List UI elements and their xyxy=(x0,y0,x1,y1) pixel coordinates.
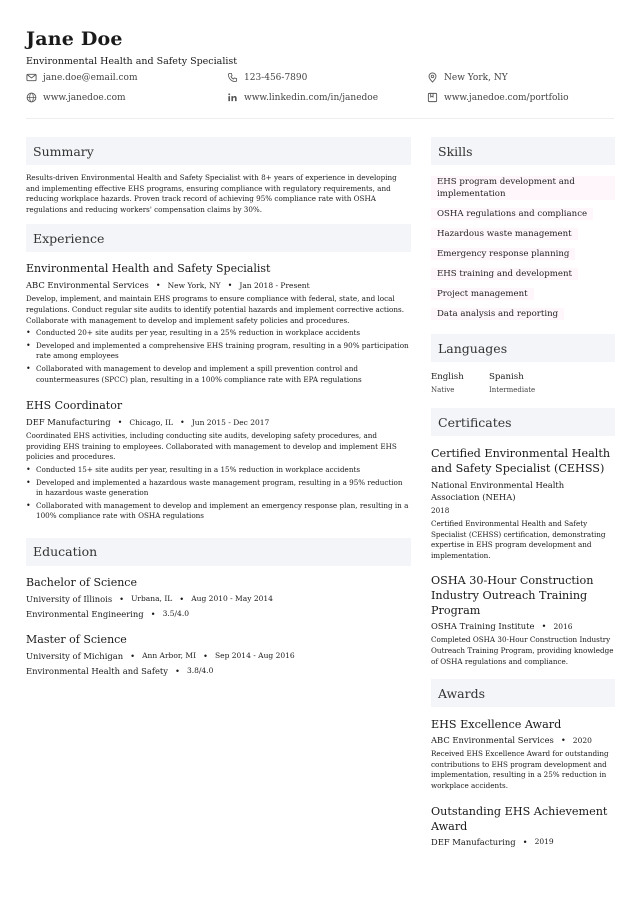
certificate-org: National Environmental Health Association (NEHA) xyxy=(431,480,565,502)
edu-field: Environmental Engineering xyxy=(26,608,144,619)
job-company: ABC Environmental Services xyxy=(26,280,149,291)
edu-dates: Sep 2014 - Aug 2016 xyxy=(215,651,295,661)
education-entry xyxy=(26,576,411,619)
language-level: Intermediate xyxy=(489,386,536,394)
certificate-title: Certified Environmental Health and Safety Specialist (CEHSS) xyxy=(431,447,611,475)
achievement-item: • Conducted 15+ site audits per year, resulting in a 15% reduction in workplace accidents xyxy=(26,465,411,476)
contact-portfolio[interactable] xyxy=(427,92,569,103)
summary-heading: Summary xyxy=(26,137,411,165)
language-level: Native xyxy=(431,386,455,394)
job-dates: Jan 2018 - Present xyxy=(239,280,310,290)
contact-email[interactable] xyxy=(26,72,137,83)
job-company: DEF Manufacturing xyxy=(26,417,111,428)
skill-tag: Hazardous waste management xyxy=(431,228,578,240)
award-org: DEF Manufacturing xyxy=(431,836,516,847)
job-title: EHS Coordinator xyxy=(26,399,123,413)
achievement-item: • Conducted 20+ site audits per year, resulting in a 25% reduction in workplace accidents xyxy=(26,328,411,339)
certificate-org: OSHA Training Institute xyxy=(431,621,535,632)
job-location: Chicago, IL xyxy=(129,417,174,427)
languages-heading: Languages xyxy=(431,334,615,362)
job-description: Coordinated EHS activities, including conducting site audits, developing safety procedures, and providing EHS training to employees. Collaborated with management to develop and implement EHS policies and procedures. xyxy=(26,431,397,462)
edu-location: Urbana, IL xyxy=(131,594,173,604)
contact-linkedin-text: www.linkedin.com/in/janedoe xyxy=(244,92,379,103)
award-org-line xyxy=(431,735,615,745)
achievement-item: • Developed and implemented a hazardous waste management program, resulting in a 95% reduction in hazardous waste generation xyxy=(26,478,411,499)
separator-dot: • xyxy=(117,417,123,427)
language-item xyxy=(489,372,547,394)
certificate-description: Certified Environmental Health and Safety Specialist (CEHSS) certification, demonstrating expertise in EHS program development and implementation. xyxy=(431,519,606,560)
contact-location xyxy=(427,72,508,83)
separator-dot: • xyxy=(560,735,566,746)
edu-degree: Master of Science xyxy=(26,632,127,646)
separator-dot: • xyxy=(203,650,208,661)
award-year: 2020 xyxy=(572,735,592,745)
separator-dot: • xyxy=(180,417,185,427)
award-title: Outstanding EHS Achievement Award xyxy=(431,804,608,833)
separator-dot: • xyxy=(522,836,528,847)
summary-text: Results-driven Environmental Health and Safety Specialist with 8+ years of experience in developing and implementing effective EHS programs, ensuring compliance with regulatory requirements, and reducing workplace hazards. Proven track record of achieving 95% compliance rate with OSHA regulations and reducing workers' compensation claims by 30%. xyxy=(26,173,397,214)
candidate-title: Environmental Health and Safety Specialist xyxy=(26,56,238,67)
certificate-description: Completed OSHA 30-Hour Construction Industry Outreach Training Program, providing knowledge of OSHA regulations and compliance. xyxy=(431,635,614,666)
achievement-item: • Collaborated with management to develop and implement a spill prevention control and countermeasures (SPCC) plan, resulting in a 100% compliance rate with EPA regulations xyxy=(26,364,411,385)
contact-linkedin[interactable] xyxy=(227,92,378,103)
contact-portfolio-text: www.janedoe.com/portfolio xyxy=(444,92,569,103)
achievement-item: • Developed and implemented a comprehensive EHS training program, resulting in a 90% participation rate among employees xyxy=(26,341,411,362)
languages-list xyxy=(431,372,615,394)
edu-school: University of Michigan xyxy=(26,650,124,661)
header-divider xyxy=(26,118,614,119)
edu-dates: Aug 2010 - May 2014 xyxy=(191,594,273,604)
achievement-item: • Collaborated with management to develop and implement an emergency response plan, resulting in a 100% compliance rate with OSHA regulations xyxy=(26,501,411,522)
experience-heading: Experience xyxy=(26,224,411,252)
award-org: ABC Environmental Services xyxy=(431,735,554,746)
language-item xyxy=(431,372,489,394)
award-description: Received EHS Excellence Award for outstanding contributions to EHS program development and implementation, resulting in a 25% reduction in workplace accidents. xyxy=(431,749,609,790)
certificate-year: 2016 xyxy=(553,621,573,631)
linkedin-icon xyxy=(227,92,238,103)
candidate-name: Jane Doe xyxy=(26,28,123,50)
location-icon xyxy=(427,72,438,83)
language-name: Spanish xyxy=(489,372,524,382)
certificate-entry xyxy=(431,446,615,561)
job-achievements xyxy=(26,465,411,522)
separator-dot: • xyxy=(155,280,161,290)
contact-website-text: www.janedoe.com xyxy=(43,92,126,103)
skills-list xyxy=(431,176,615,320)
award-year: 2019 xyxy=(534,837,554,847)
job-meta xyxy=(26,417,411,427)
skill-tag: Project management xyxy=(431,288,534,300)
award-entry xyxy=(431,804,615,847)
certificate-entry xyxy=(431,573,615,667)
certificate-title: OSHA 30-Hour Construction Industry Outreach Training Program xyxy=(431,574,594,618)
globe-icon xyxy=(26,92,37,103)
education-entry xyxy=(26,633,411,676)
job-dates: Jun 2015 - Dec 2017 xyxy=(191,417,270,427)
skill-tag: Data analysis and reporting xyxy=(431,308,564,320)
edu-school: University of Illinois xyxy=(26,593,113,604)
contact-email-text: jane.doe@email.com xyxy=(43,72,138,83)
edu-gpa: 3.8/4.0 xyxy=(186,666,214,676)
award-entry xyxy=(431,717,615,791)
job-achievements xyxy=(26,328,411,385)
edu-gpa: 3.5/4.0 xyxy=(162,609,189,619)
language-name: English xyxy=(431,372,464,382)
separator-dot: • xyxy=(541,621,547,632)
certificates-heading: Certificates xyxy=(431,408,615,436)
separator-dot: • xyxy=(150,608,156,619)
edu-field-line xyxy=(26,609,411,619)
certificate-org-line xyxy=(431,621,615,631)
edu-field-line xyxy=(26,666,411,676)
edu-meta xyxy=(26,651,411,661)
portfolio-icon xyxy=(427,92,438,103)
certificate-year: 2018 xyxy=(431,506,450,515)
award-org-line xyxy=(431,837,615,847)
email-icon xyxy=(26,72,37,83)
edu-degree: Bachelor of Science xyxy=(26,575,137,589)
edu-field: Environmental Health and Safety xyxy=(26,665,168,676)
job-location: New York, NY xyxy=(167,280,221,290)
job-meta xyxy=(26,280,411,290)
skill-tag: OSHA regulations and compliance xyxy=(431,208,593,220)
skill-tag: EHS training and development xyxy=(431,268,578,280)
main-column xyxy=(26,137,411,676)
award-title: EHS Excellence Award xyxy=(431,718,562,732)
edu-meta xyxy=(26,594,411,604)
separator-dot: • xyxy=(175,665,180,676)
education-heading: Education xyxy=(26,538,411,566)
job-title: Environmental Health and Safety Specialist xyxy=(26,262,271,276)
contact-website[interactable] xyxy=(26,92,126,103)
contact-phone[interactable] xyxy=(227,72,307,83)
skill-tag: Emergency response planning xyxy=(431,248,575,260)
awards-heading: Awards xyxy=(431,679,615,707)
edu-location: Ann Arbor, MI xyxy=(142,651,197,661)
skills-heading: Skills xyxy=(431,137,615,165)
resume-header xyxy=(26,28,616,103)
contact-phone-text: 123-456-7890 xyxy=(244,72,308,83)
phone-icon xyxy=(227,72,238,83)
job-entry xyxy=(26,262,411,385)
separator-dot: • xyxy=(227,280,233,290)
separator-dot: • xyxy=(130,650,136,661)
job-entry xyxy=(26,399,411,522)
job-description: Develop, implement, and maintain EHS programs to ensure compliance with federal, state, and local regulations. Conduct regular site audits to identify potential hazards and implement corrective actions. Collaborate with management to develop and implement safety policies and procedures. xyxy=(26,294,404,325)
skill-tag: EHS program development and implementation xyxy=(431,176,615,200)
separator-dot: • xyxy=(119,593,125,604)
sidebar-column xyxy=(431,137,615,847)
contact-location-text: New York, NY xyxy=(444,72,508,83)
separator-dot: • xyxy=(179,593,185,604)
